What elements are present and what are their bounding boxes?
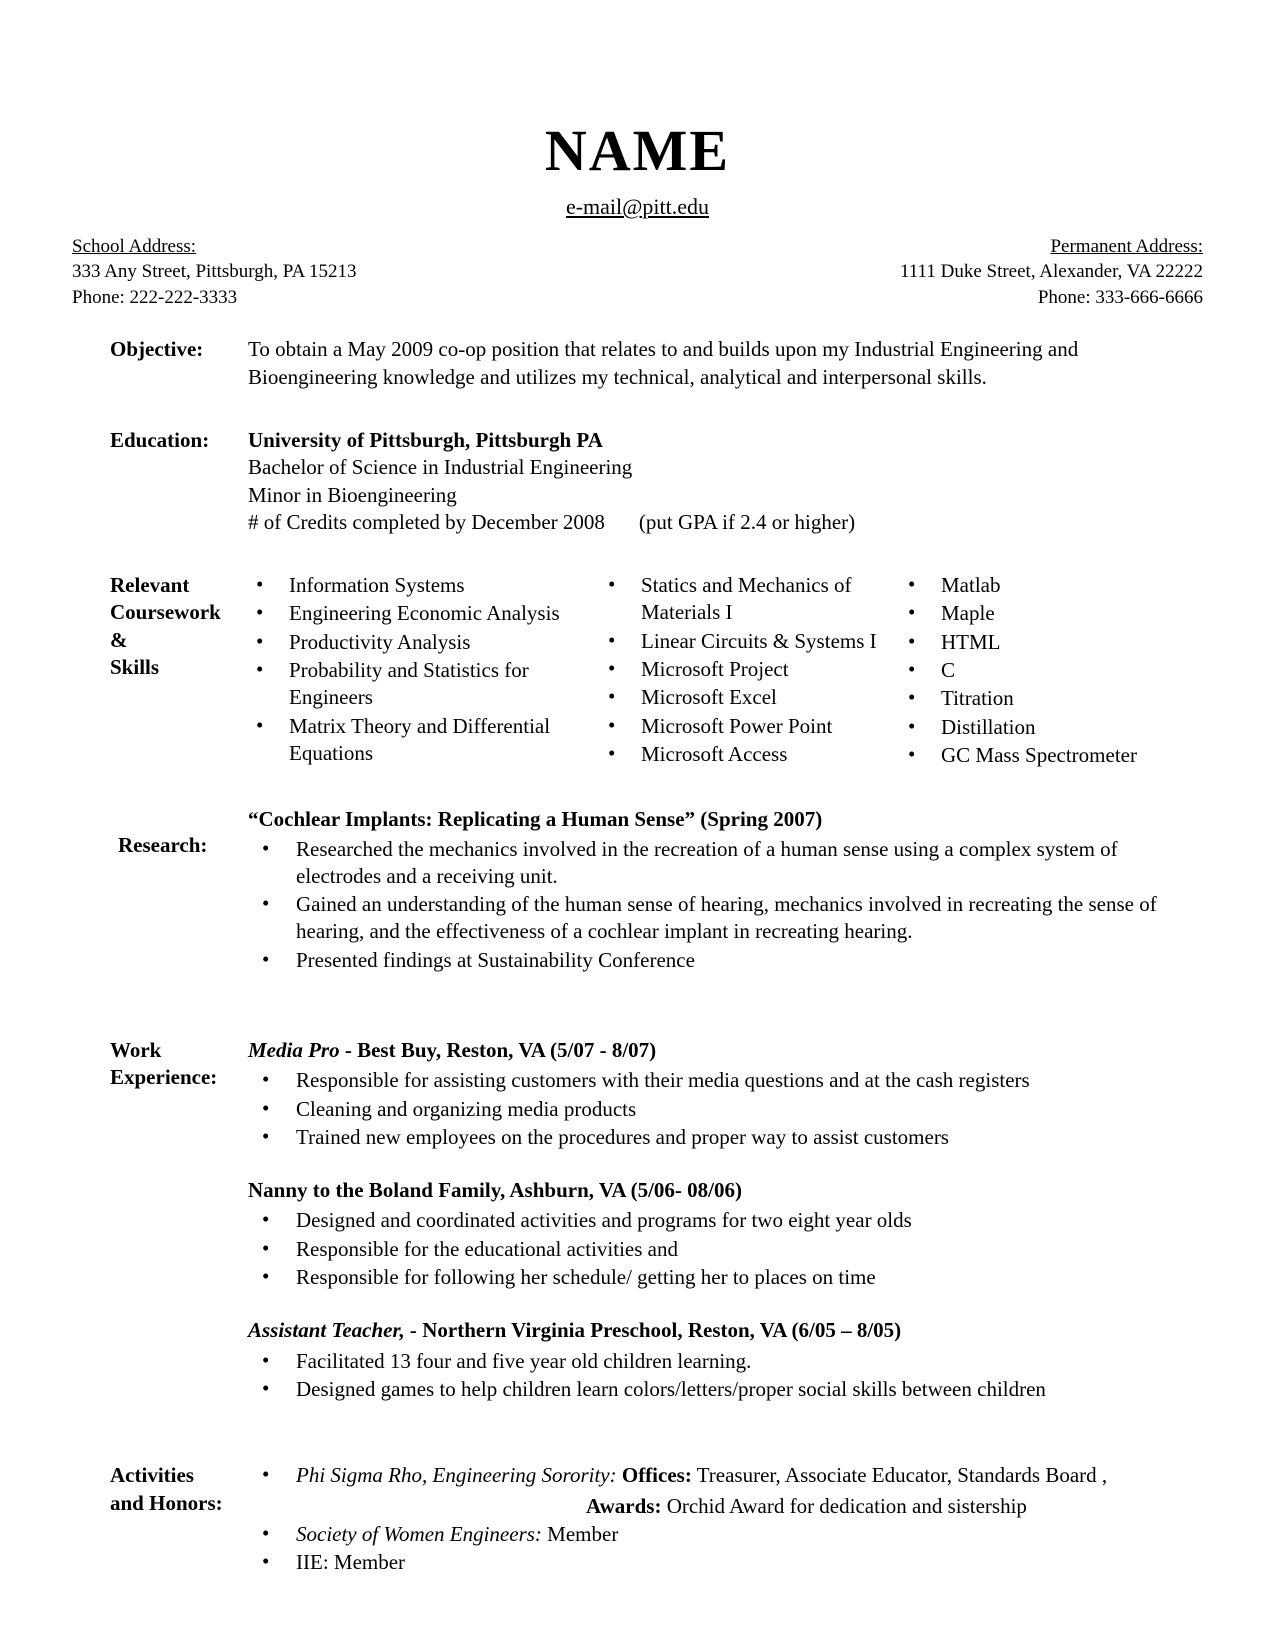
permanent-phone: Phone: 333-666-6666 [1037, 286, 1203, 308]
work-label [70, 1037, 248, 1404]
work-label-line1: Work [110, 1038, 162, 1062]
job-entry [248, 1037, 1205, 1151]
list-item: • Presented findings at Sustainability Conference [248, 947, 1205, 974]
education-degree: Bachelor of Science in Industrial Engineering [248, 455, 633, 480]
list-item: • Microsoft Project [600, 656, 900, 683]
activity-offices-label: Offices: [621, 1463, 692, 1488]
page-title: NAME [544, 118, 731, 183]
work-label-line2: Experience: [110, 1065, 218, 1090]
list-item: • Facilitated 13 four and five year old children learning. [248, 1348, 1205, 1375]
list-item [248, 1462, 1205, 1520]
education-gpa-note: (put GPA if 2.4 or higher) [638, 509, 856, 534]
list-item: • Cleaning and organizing media products [248, 1096, 1205, 1123]
coursework-label-line4: Skills [110, 655, 160, 680]
activities-list [248, 1462, 1205, 1576]
list-item: • Probability and Statistics for Engineers [248, 657, 600, 712]
job-role: Media Pro [248, 1038, 340, 1062]
section-objective [0, 336, 1275, 391]
list-item: • Trained new employees on the procedures and proper way to assist customers [248, 1124, 1205, 1151]
job-employer: - Best Buy, Reston, VA (5/07 - 8/07) [339, 1038, 657, 1062]
coursework-list-2 [600, 572, 900, 768]
job-title [248, 1177, 1205, 1204]
coursework-body [248, 572, 1205, 770]
list-item: • Linear Circuits & Systems I [600, 628, 900, 655]
list-item: • Responsible for assisting customers with their media questions and at the cash registers [248, 1067, 1205, 1094]
job-entry [248, 1317, 1205, 1403]
school-phone: Phone: 222-222-3333 [72, 286, 238, 308]
school-address [72, 234, 357, 310]
list-item: • IIE: Member [248, 1549, 1205, 1576]
list-item: • HTML [900, 629, 1205, 656]
coursework-label-line1: Relevant [110, 573, 190, 598]
activities-label-line2: and Honors: [110, 1490, 223, 1515]
list-item: • Maple [900, 600, 1205, 627]
activity-awards-line [296, 1493, 1205, 1520]
job-entry [248, 1177, 1205, 1291]
coursework-label [70, 572, 248, 770]
list-item: • Matlab [900, 572, 1205, 599]
activity-offices-text: Treasurer, Associate Educator, Standards Board , [691, 1463, 1108, 1488]
education-credits-line [248, 509, 1205, 536]
job-employer: Nanny to the Boland Family, Ashburn, VA (5/06- 08/06) [248, 1178, 742, 1203]
permanent-address-label: Permanent Address: [1050, 236, 1203, 257]
education-credits: # of Credits completed by December 2008 [248, 509, 605, 534]
school-address-line: 333 Any Street, Pittsburgh, PA 15213 [72, 261, 357, 283]
coursework-column-2 [600, 572, 900, 770]
list-item: • Microsoft Power Point [600, 713, 900, 740]
section-research [0, 806, 1275, 975]
list-item: • Matrix Theory and Differential Equations [248, 713, 600, 768]
job-bullets [248, 1348, 1205, 1404]
activities-label [70, 1462, 248, 1577]
coursework-label-line2: Coursework [110, 600, 221, 625]
coursework-list-3 [900, 572, 1205, 769]
list-item: • Productivity Analysis [248, 629, 600, 656]
objective-text: To obtain a May 2009 co-op position that relates to and builds upon my Industrial Engineering and Bioengineering knowledge and utilizes my technical, analytical and interpersonal skills. [248, 337, 1079, 389]
section-education [0, 427, 1275, 536]
list-item: • GC Mass Spectrometer [900, 742, 1205, 769]
list-item: • Titration [900, 685, 1205, 712]
permanent-address-line: 1111 Duke Street, Alexander, VA 22222 [899, 261, 1203, 283]
list-item: • Information Systems [248, 572, 600, 599]
education-school: University of Pittsburgh, Pittsburgh PA [248, 427, 603, 452]
section-coursework [0, 572, 1275, 770]
list-item: • Distillation [900, 714, 1205, 741]
job-role: Assistant Teacher, - [248, 1318, 418, 1343]
list-item: • Gained an understanding of the human sense of hearing, mechanics involved in recreating the sense of hearing, and the effectiveness of a cochlear implant in recreating hearing. [248, 891, 1205, 946]
email-link[interactable]: e-mail@pitt.edu [565, 194, 710, 219]
list-item: • Designed and coordinated activities and programs for two eight year olds [248, 1207, 1205, 1234]
objective-label: Objective: [110, 337, 204, 362]
education-minor: Minor in Bioengineering [248, 482, 457, 507]
list-item: • Designed games to help children learn colors/letters/proper social skills between children [248, 1376, 1205, 1403]
activity-org: Society of Women Engineers: [296, 1521, 542, 1546]
permanent-address [900, 234, 1203, 310]
section-work-experience [0, 1037, 1275, 1404]
job-title [248, 1037, 1205, 1064]
activity-awards-label: Awards: [586, 1493, 662, 1518]
activity-awards-text: Orchid Award for dedication and sistership [661, 1493, 1027, 1518]
list-item: • Responsible for following her schedule/ getting her to places on time [248, 1264, 1205, 1291]
address-block [0, 234, 1275, 310]
activity-role: Member [541, 1521, 619, 1546]
education-body [248, 427, 1205, 536]
job-employer: Northern Virginia Preschool, Reston, VA (6/05 – 8/05) [417, 1318, 902, 1343]
coursework-list-1 [248, 572, 600, 767]
school-address-label: School Address: [72, 236, 197, 257]
job-title [248, 1317, 1205, 1344]
activities-body [248, 1462, 1205, 1577]
list-item: • Microsoft Access [600, 741, 900, 768]
coursework-column-3 [900, 572, 1205, 770]
research-body [248, 806, 1205, 975]
research-label: Research: [118, 833, 208, 858]
coursework-label-line3: & [110, 627, 128, 652]
list-item: • Microsoft Excel [600, 684, 900, 711]
section-activities-honors [0, 1462, 1275, 1577]
work-body [248, 1037, 1205, 1404]
list-item: • Engineering Economic Analysis [248, 600, 600, 627]
job-bullets [248, 1067, 1205, 1151]
list-item: • Researched the mechanics involved in the recreation of a human sense using a complex system of electrodes and a receiving unit. [248, 836, 1205, 891]
education-label: Education: [110, 427, 210, 452]
list-item: • Responsible for the educational activities and [248, 1236, 1205, 1263]
research-list [248, 836, 1205, 974]
list-item: • Statics and Mechanics of Materials I [600, 572, 900, 627]
job-bullets [248, 1207, 1205, 1291]
activities-label-line1: Activities [110, 1463, 194, 1488]
activity-org: Phi Sigma Rho, Engineering Sorority: [296, 1463, 617, 1488]
research-title: “Cochlear Implants: Replicating a Human Sense” (Spring 2007) [248, 807, 823, 832]
list-item [248, 1521, 1205, 1548]
coursework-column-1 [248, 572, 600, 770]
list-item: • C [900, 657, 1205, 684]
